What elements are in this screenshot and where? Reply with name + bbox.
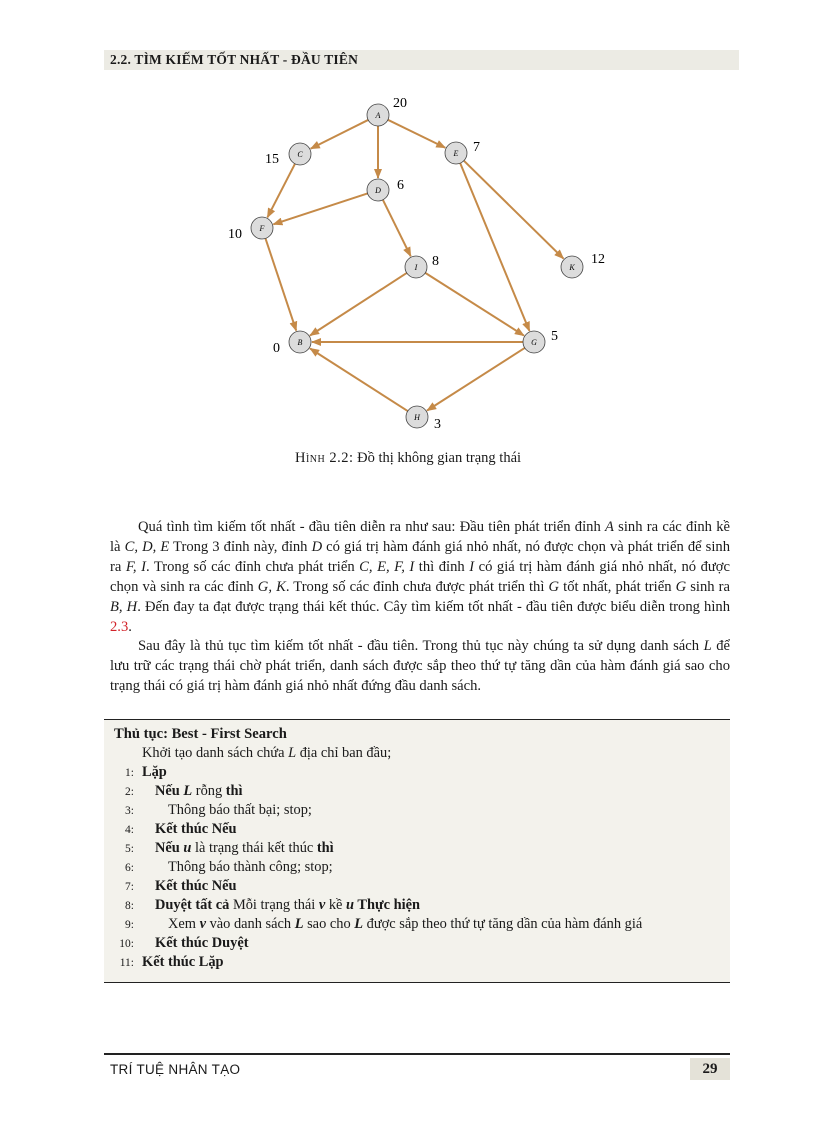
keyword: Lặp <box>142 764 167 780</box>
text: Khởi tạo danh sách chứa <box>142 745 289 761</box>
node-label-D: D <box>375 186 381 195</box>
math-var: L <box>703 638 712 654</box>
page-number: 29 <box>690 1058 730 1080</box>
text: Sau đây là thủ tục tìm kiếm tốt nhất - đầu tiên. Trong thủ tục này chúng ta sử dụng danh sách <box>138 638 704 654</box>
node-value-A: 20 <box>393 96 407 111</box>
footer-book-title: TRÍ TUỆ NHÂN TẠO <box>110 1062 241 1077</box>
keyword: thì <box>316 840 334 856</box>
math-var: G <box>548 579 560 595</box>
math-var: L <box>183 783 193 799</box>
node-label-B: B <box>297 338 303 347</box>
text: tốt nhất, phát triển <box>559 579 676 595</box>
paragraph-2 <box>110 636 730 696</box>
edge-D-F <box>273 193 367 224</box>
line-number: 10: <box>119 938 134 950</box>
keyword: Thực hiện <box>354 897 421 913</box>
algorithm-line-7 <box>104 878 237 897</box>
math-var: G <box>675 579 687 595</box>
edge-E-G <box>460 163 529 331</box>
edge-D-I <box>383 200 411 256</box>
math-var: L <box>354 916 364 932</box>
text: Mỗi trạng thái <box>229 897 319 913</box>
text: . Trong số các đỉnh chưa phát triển <box>145 559 360 575</box>
text: có giá trị hàm đánh giá nhỏ nhất, nó được chọn và sinh ra các đỉnh <box>110 559 730 595</box>
text: là trạng thái kết thúc <box>191 840 317 856</box>
algorithm-line-9 <box>104 916 642 935</box>
algorithm-line-11 <box>104 954 224 973</box>
line-number: 1: <box>125 767 134 779</box>
node-label-F: F <box>259 224 265 233</box>
math-var: v <box>318 897 326 913</box>
edge-F-B <box>265 238 296 330</box>
math-var: v <box>199 916 206 932</box>
keyword: Kết thúc Nếu <box>155 878 237 894</box>
edge-I-B <box>310 273 407 336</box>
math-var: L <box>294 916 304 932</box>
node-label-K: K <box>569 263 575 272</box>
edge-H-B <box>310 348 408 411</box>
text: Thông báo thành công; stop; <box>168 859 333 875</box>
algorithm-line-1 <box>104 764 167 783</box>
line-number: 2: <box>125 786 134 798</box>
math-var: B, H <box>110 599 138 615</box>
keyword: Kết thúc Lặp <box>142 954 224 970</box>
node-value-C: 15 <box>265 152 279 167</box>
algorithm-line-3 <box>104 802 312 821</box>
math-var: I <box>469 559 475 575</box>
text: . <box>128 619 132 635</box>
node-value-E: 7 <box>473 140 480 155</box>
keyword: Nếu <box>155 783 184 799</box>
edge-C-F <box>267 164 294 218</box>
section-title: 2.2. TÌM KIẾM TỐT NHẤT - ĐẦU TIÊN <box>110 52 359 67</box>
text: Thông báo thất bại; stop; <box>168 802 312 818</box>
math-var: u <box>183 840 192 856</box>
node-label-C: C <box>297 150 303 159</box>
text: Quá tình tìm kiếm tốt nhất - đầu tiên diễn ra như sau: Đầu tiên phát triển đỉnh <box>138 519 605 535</box>
text: địa chỉ ban đầu; <box>296 745 392 761</box>
paragraph-1 <box>110 517 730 637</box>
math-var: D <box>311 539 323 555</box>
line-number: 8: <box>125 900 134 912</box>
text: kề <box>325 897 347 913</box>
keyword: Kết thúc Nếu <box>155 821 237 837</box>
math-var: u <box>346 897 355 913</box>
node-label-I: I <box>414 263 418 272</box>
state-space-graph <box>0 80 816 440</box>
text: để lưu trữ các trạng thái chờ phát triển, danh sách được sắp theo thứ tự tăng dần của hàm đánh giá sao cho trạng thái có giá trị hàm đánh giá nhỏ nhất đứng đầu danh sách. <box>110 638 730 694</box>
footer-divider <box>104 1053 730 1055</box>
node-label-H: H <box>414 413 420 422</box>
section-header-bar <box>104 50 739 70</box>
node-value-G: 5 <box>551 329 558 344</box>
node-label-A: A <box>375 111 381 120</box>
algorithm-init-line <box>142 745 391 764</box>
keyword: Nếu <box>155 840 184 856</box>
line-number: 7: <box>125 881 134 893</box>
text: Trong 3 đỉnh này, đỉnh <box>169 539 312 555</box>
figure-label: Hình 2.2: <box>294 450 354 466</box>
math-var: G, K <box>257 579 286 595</box>
node-value-F: 10 <box>228 227 242 242</box>
keyword: thì <box>225 783 243 799</box>
text: có giá trị hàm đánh giá nhỏ nhất, nó được chọn và phát triển để sinh ra <box>110 539 730 575</box>
line-number: 9: <box>125 919 134 931</box>
math-var: L <box>288 745 297 761</box>
figure-caption <box>0 450 816 467</box>
text: sao cho <box>303 916 355 932</box>
algorithm-box <box>104 719 730 983</box>
algorithm-line-2 <box>104 783 243 802</box>
line-number: 6: <box>125 862 134 874</box>
node-label-G: G <box>531 338 537 347</box>
text: . Trong số các đỉnh chưa được phát triển thì <box>285 579 549 595</box>
node-label-E: E <box>453 149 459 158</box>
math-var: C, D, E <box>124 539 170 555</box>
algorithm-line-5 <box>104 840 334 859</box>
text: vào danh sách <box>205 916 295 932</box>
algorithm-title: Thủ tục: Best - First Search <box>114 726 287 742</box>
text: thì đỉnh <box>414 559 470 575</box>
node-value-I: 8 <box>432 254 439 269</box>
line-number: 3: <box>125 805 134 817</box>
line-number: 11: <box>119 957 134 969</box>
figure-caption-text: Đồ thị không gian trạng thái <box>357 450 522 466</box>
text: sinh ra <box>686 579 731 595</box>
line-number: 5: <box>125 843 134 855</box>
algorithm-line-6 <box>104 859 333 878</box>
node-value-H: 3 <box>434 417 441 432</box>
edge-G-H <box>427 348 525 411</box>
edge-A-C <box>311 120 368 149</box>
text: sinh ra các đỉnh kề là <box>110 519 730 555</box>
algorithm-line-10 <box>104 935 249 954</box>
keyword: Kết thúc Duyệt <box>155 935 249 951</box>
text: rỗng <box>192 783 226 799</box>
text: . Đến đay ta đạt được trạng thái kết thúc. Cây tìm kiếm tốt nhất - đầu tiên được biểu diễn trong hình <box>137 599 730 615</box>
edge-A-E <box>388 120 445 148</box>
math-var: C, E, F, I <box>359 559 415 575</box>
math-var: F, I <box>125 559 146 575</box>
math-var: A <box>605 519 614 535</box>
text: được sắp theo thứ tự tăng dần của hàm đánh giá <box>363 916 643 932</box>
node-value-K: 12 <box>591 252 605 267</box>
line-number: 4: <box>125 824 134 836</box>
algorithm-line-4 <box>104 821 237 840</box>
text: Xem <box>168 916 200 932</box>
figure-reference-link[interactable]: 2.3 <box>110 619 129 635</box>
node-value-B: 0 <box>273 341 280 356</box>
algorithm-line-8 <box>104 897 420 916</box>
node-value-D: 6 <box>397 178 404 193</box>
keyword: Duyệt tất cả <box>155 897 230 913</box>
